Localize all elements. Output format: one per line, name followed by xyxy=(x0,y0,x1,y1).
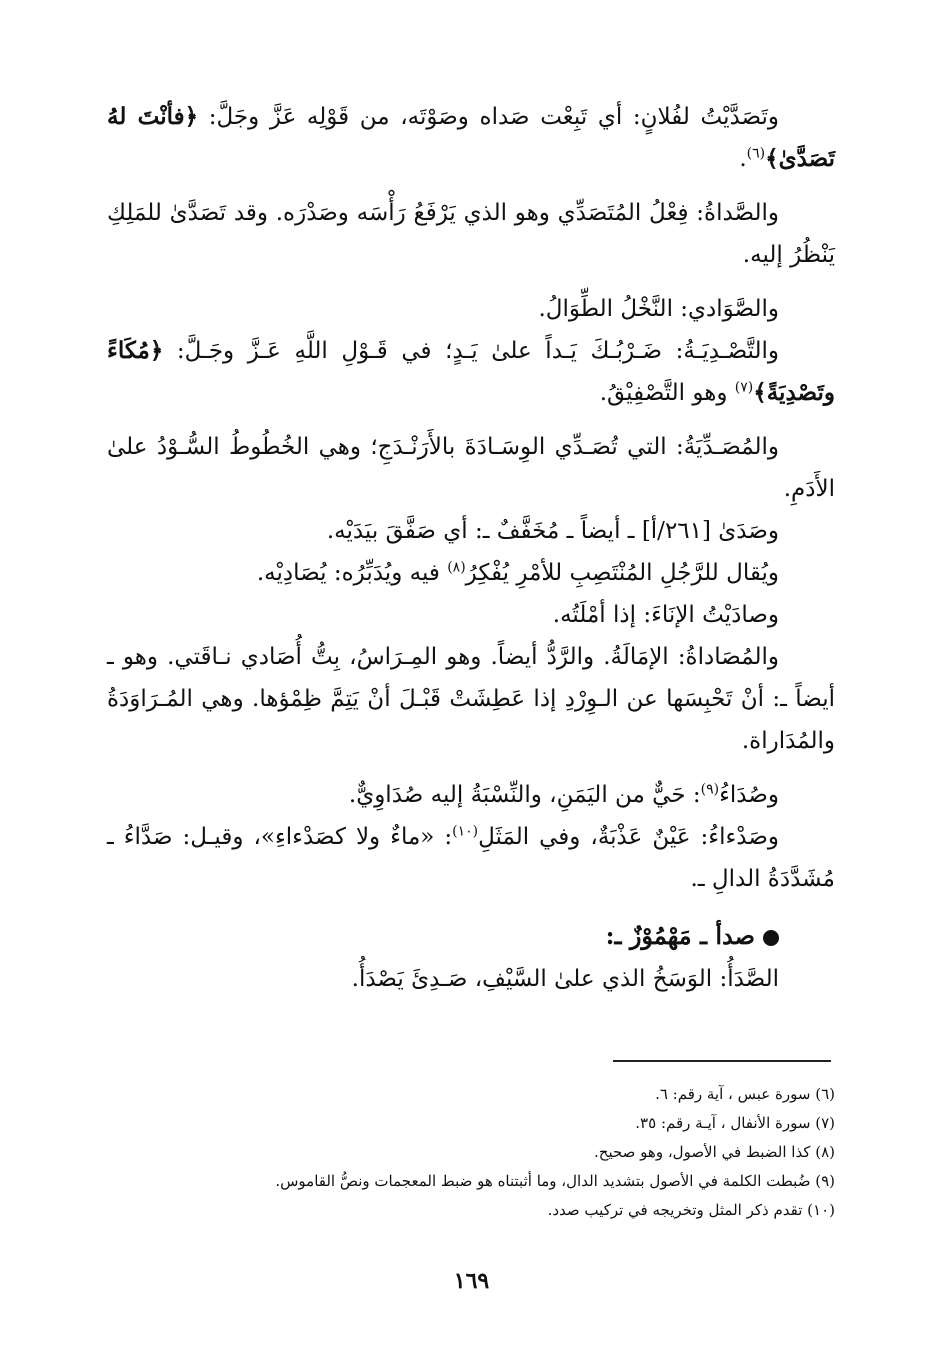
paragraph-text: . xyxy=(739,146,747,172)
paragraph-text: : حَيٌّ من اليَمَنِ، والنِّسْبَةُ إليه صُدَاوِيٌّ. xyxy=(348,782,701,808)
footnote-ref-8: (٨) xyxy=(447,559,466,576)
footnotes xyxy=(107,1080,835,1225)
paragraph-tasdiyah xyxy=(107,330,835,414)
paragraph-text: وصَدْءاءُ: عَيْنٌ عَذْبَةٌ، وفي المَثَلِ xyxy=(478,824,779,850)
entry-heading xyxy=(107,914,835,958)
paragraph-sadaytu: وصادَيْتُ الإنَاءَ: إذا أمْلَتُه. xyxy=(552,602,779,628)
paragraph-sawadi: والصَّوَادي: النَّخْلُ الطِّوَالُ. xyxy=(538,296,779,322)
footnote-ref-7: (٧) xyxy=(734,379,754,396)
paragraph-tasaddaytu xyxy=(107,96,835,180)
paragraph-sada: وصَدَىٰ [٢٦١/أ] ـ أيضاً ـ مُخَفَّفٌ ـ: أي صَفَّقَ بيَدَيْه. xyxy=(326,518,779,544)
entry-heading-text: صدأ ـ مَهْمُوْزٌ ـ: xyxy=(605,921,755,950)
paragraph-sadaa xyxy=(107,816,835,900)
paragraph-text: وتَصَدَّيْتُ لفُلانٍ: أي تَبِعْت صَداه وصَوْتَه، من قَوْلِه عَزَّ وجَلَّ: xyxy=(198,104,780,130)
footnote-7: (٧) سورة الأنفال ، آيـة رقم: ٣٥. xyxy=(635,1114,835,1132)
paragraph-text: : «ماءٌ ولا كصَدْءاءِ»، وقيـل: صَدَّاءُ ـ مُشَدَّدَةُ الدالِ ـ. xyxy=(107,824,835,892)
paragraph-text: فيه ويُدَبِّرُه: يُصَادِيْه. xyxy=(256,560,448,586)
quran-verse: ﴿فأنْتَ لهُ تَصَدَّىٰ﴾ xyxy=(107,103,835,172)
paragraph-sadah: والصَّداةُ: فِعْلُ المُتَصَدِّي وهو الذي يَرْفَعُ رَأْسَه وصَدْرَه. وقد تَصَدَّىٰ للمَلِكِ يَنْظُرُ إليه. xyxy=(107,200,835,268)
bullet-icon xyxy=(763,930,779,946)
footnote-6: (٦) سورة عبس ، آية رقم: ٦. xyxy=(655,1085,835,1103)
paragraph-text: وصُدَاءُ xyxy=(719,782,779,808)
paragraph-sudaa xyxy=(107,774,835,816)
footnote-ref-9: (٩) xyxy=(700,781,720,798)
paragraph-sadaa-rust: الصَّدَأُ: الوَسَخُ الذي علىٰ السَّيْفِ، صَـدِئَ يَصْدَأُ. xyxy=(351,966,779,992)
footnote-ref-6: (٦) xyxy=(746,145,766,162)
paragraph-text: ويُقال للرَّجُلِ المُنْتَصِبِ للأمْرِ يُفْكِرُ xyxy=(465,560,779,586)
main-text xyxy=(107,96,835,1000)
paragraph-yusadih xyxy=(107,552,835,594)
footnote-9: (٩) ضُبطت الكلمة في الأصول بتشديد الدال، وما أثبتناه هو ضبط المعجمات ونصُّ القاموس. xyxy=(275,1172,835,1190)
paragraph-musaddiyah: والمُصَـدِّيَةُ: التي تُصَـدِّي الوِسَـادَةَ بالأَرَنْـدَجِ؛ وهي الخُطُوطُ السُّـوْدُ علىٰ الأَدَمِ. xyxy=(107,434,835,502)
footnote-divider xyxy=(613,1060,831,1062)
footnote-8: (٨) كذا الضبط في الأصول، وهو صحيح. xyxy=(594,1143,835,1161)
footnote-ref-10: (١٠) xyxy=(452,823,479,840)
footnote-10: (١٠) تقدم ذكر المثل وتخريجه في تركيب صدد. xyxy=(547,1201,835,1219)
quran-verse: ﴿مُكَاءً وتَصْدِيَةً﴾ xyxy=(107,337,835,406)
paragraph-text: وهو التَّصْفِيْقُ. xyxy=(599,380,735,406)
paragraph-musadah: والمُصَاداةُ: الإمَالَةُ. والرَّدُّ أيضاً. وهو المِـرَاسُ، بِتُّ أُصَادي نـاقَتي. وهو ـ أيضاً ـ: أنْ تَحْبِسَها عن الـوِرْدِ إذا عَطِشَتْ قَبْـلَ أنْ يَتِمَّ ظِمْؤها. وهي المُـرَاوَدَةُ والمُدَاراة. xyxy=(107,644,835,754)
paragraph-text: والتَّصْـدِيَـةُ: ضَـرْبُـكَ يَـداً علىٰ يَـدٍ؛ في قَـوْلِ اللَّهِ عَـزَّ وجَـلَّ: xyxy=(163,338,779,364)
page-number: ١٦٩ xyxy=(453,1268,490,1294)
